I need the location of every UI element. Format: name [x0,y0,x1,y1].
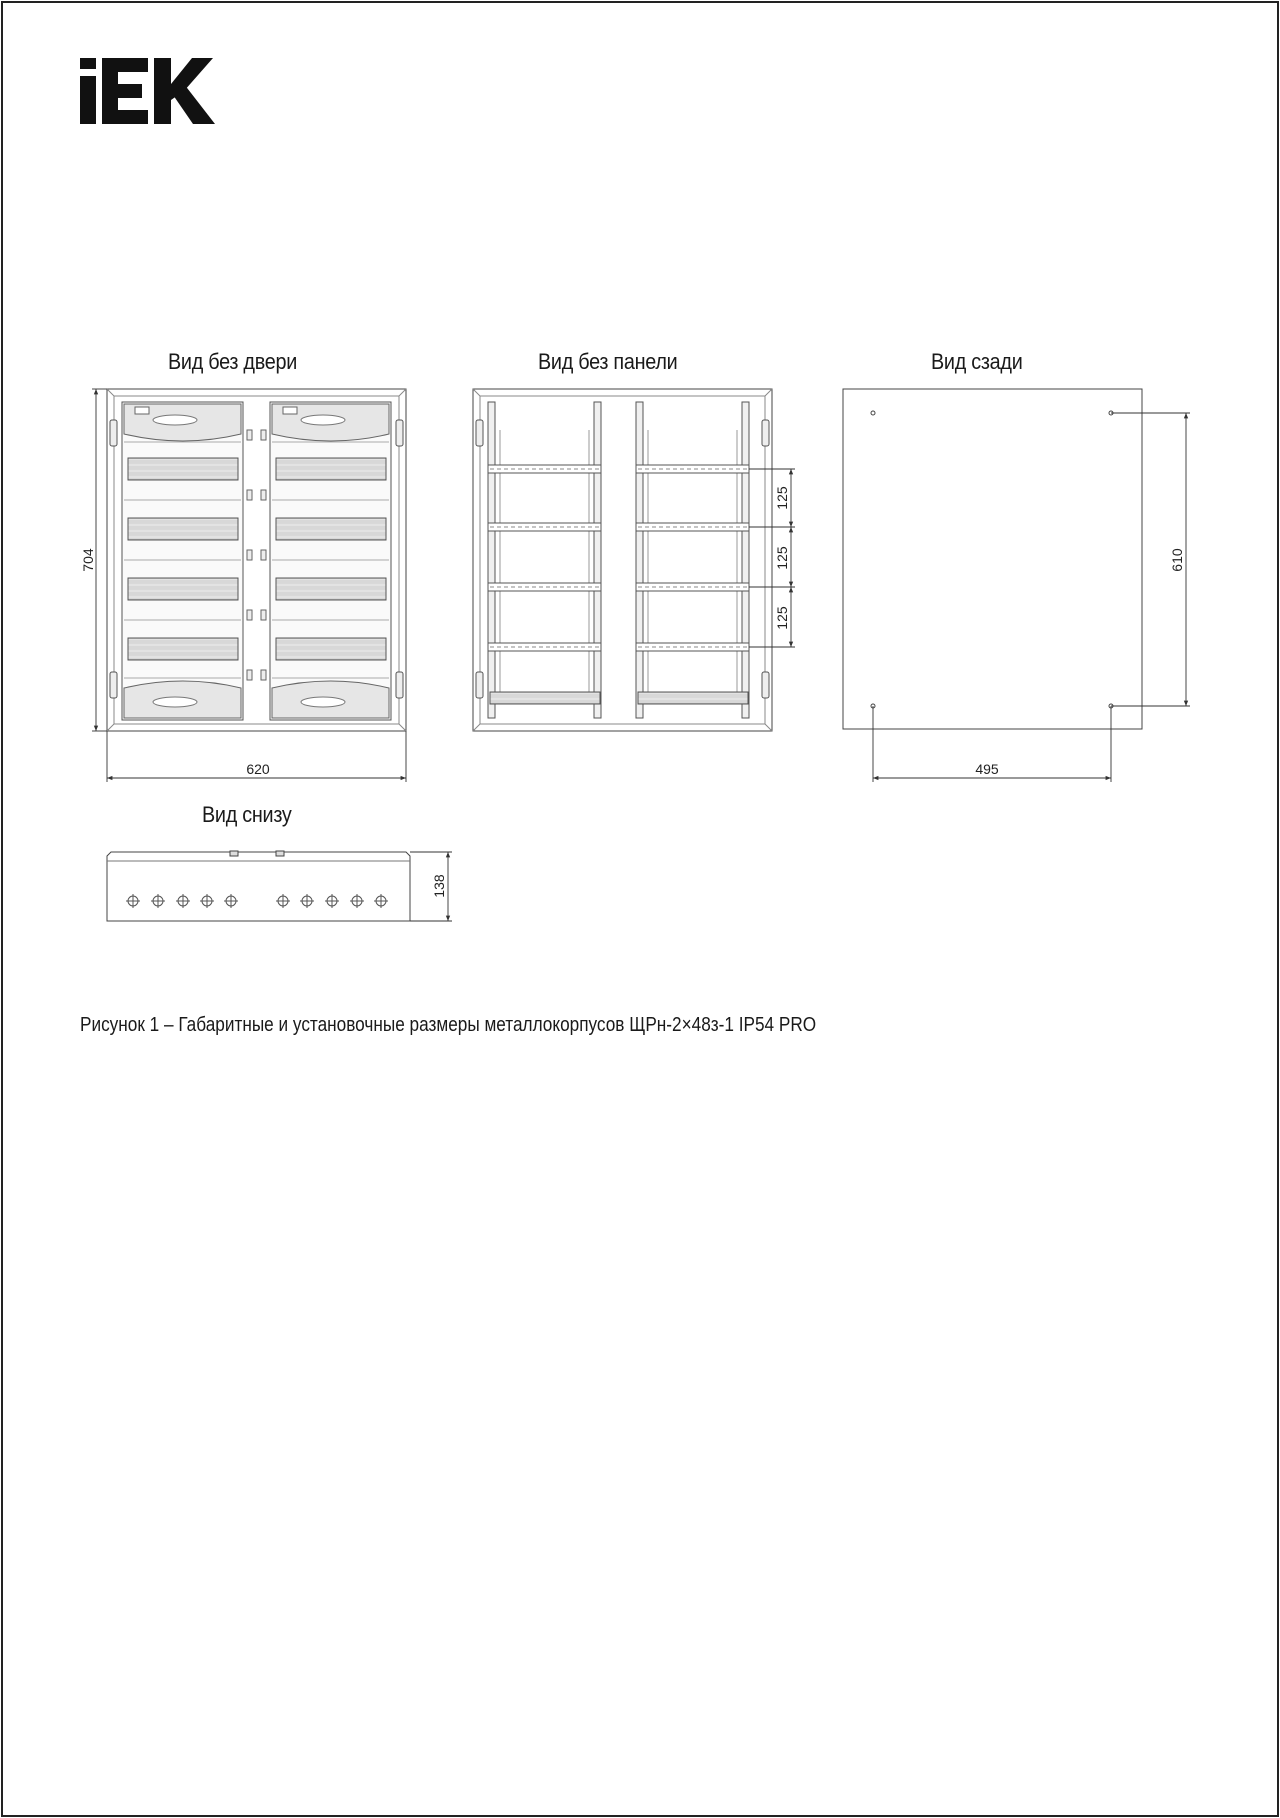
front-no-panel-view [473,389,772,731]
module-right [270,402,391,720]
dim-mount-width-495: 495 [975,761,999,777]
title-bottom-view: Вид снизу [202,802,292,827]
dim-depth-138: 138 [431,874,447,898]
figure-caption: Рисунок 1 – Габаритные и установочные размеры металлокорпусов ЩРн-2×48з-1 IP54 PRO [80,1014,817,1036]
rear-view [843,389,1142,729]
front-no-door-view [107,389,406,731]
module-left [122,402,243,720]
dim-width-620: 620 [246,761,270,777]
title-front-no-door: Вид без двери [168,349,298,374]
dim-rail-pitch-1: 125 [774,486,790,510]
dim-height-704: 704 [80,548,96,572]
dim-rail-pitch-3: 125 [774,606,790,630]
bottom-view [107,851,410,921]
title-rear-view: Вид сзади [931,349,1023,374]
dim-mount-height-610: 610 [1169,548,1185,572]
dim-rail-pitch-2: 125 [774,546,790,570]
title-front-no-panel: Вид без панели [538,349,678,374]
